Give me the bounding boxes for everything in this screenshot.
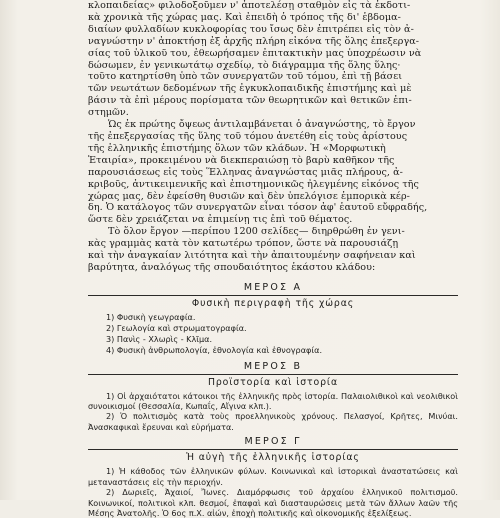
part-a-list [88,312,458,357]
text-line: τοῦτο κατηρτίσθη ὑπὸ τῶν συνεργατῶν τοῦ τόμου, ἐπὶ τῇ βάσει [88,71,403,83]
text-line: Ὡς ἐκ πρώτης ὄψεως ἀντιλαμβάνεται ὁ ἀναγνώστης, τὸ ἔργον [108,119,416,131]
divider [88,374,458,375]
intro-paragraph [88,0,458,119]
text-line: βαρύτητα, ἀναλόγως τῆς σπουδαιότητος ἑκάστου κλάδου: [88,261,376,273]
text-line: τῆς ἑλληνικῆς ἐπιστήμης ὅλων τῶν κλάδων. Ἡ «Μορφωτικὴ [88,142,386,154]
text-line: ὥστε δὲν χρειάζεται να ἐπιμείνῃ τις ἐπὶ τοῦ θέματος. [88,214,353,226]
text-line: δώσωμεν, ἐν γενικωτάτῳ σχεδίῳ, τὸ διάγραμμα τῆς ὅλης ὕλης· [88,59,401,71]
divider [88,295,458,296]
contributors-paragraph [88,119,458,226]
text-line: καὶ τὴν ἀναγκαίαν λιτότητα καὶ τὴν ἀπαιτουμένην σαφήνειαν καὶ [88,250,416,262]
text-line: κλοπαιδείας» φιλοδοξοῦμεν ν' ἀποτελέσῃ σταθμὸν εἰς τὰ ἐκδοτι- [88,0,411,11]
text-line: στημῶν. [88,107,129,119]
divider [88,449,458,450]
list-item: 1) Φυσικὴ γεωγραφία. [106,311,196,322]
list-item: 1) Οἱ ἀρχαιότατοι κάτοικοι τῆς ἑλληνικῆς πρὸς ἱστορία. Παλαιολιθικοὶ καὶ νεολιθικοὶ συνοικισμοί (Θεσσαλία, Κωπαΐς, Αἴγινα κλπ.). [88,390,458,412]
part-a-section [88,282,458,357]
text-line: κὰ χρονικὰ τῆς χώρας μας. Καὶ ἐπειδὴ ὁ τρόπος τῆς δι' ἑβδομα- [88,11,401,23]
text-line: παρουσιάσεως εἰς τοὺς Ἕλληνας ἀναγνώστας μιᾶς πλήρους, ἀ- [88,166,403,178]
text-line: χώρας μας, δὲν ἐφείσθη θυσιῶν καὶ δὲν ὑπελόγισε ἐμπορικὰ κέρ- [88,190,410,202]
list-item: 2) Ὁ πολιτισμὸς κατὰ τοὺς προελληνικοὺς χρόνους. Πελασγοί, Κρῆτες, Μινύαι. Ἀνασκαφικαὶ ἔρευναι καὶ εὑρήματα. [88,411,458,432]
list-item: 2) Δωριεῖς, Ἀχαιοί, Ἴωνες. Διαμόρφωσις τοῦ ἀρχαίου ἑλληνικοῦ πολιτισμοῦ. Κοινωνικοί, πολιτικοὶ κλπ. θεσμοί, ἐπαφαὶ καὶ διασταυρώσεις μετὰ τῶν ἄλλων λαῶν τῆς Μέσης Ἀνατολῆς. Ὁ 6ος π.Χ. αἰών, ἐποχὴ πολιτικῆς καὶ οἰκονομικῆς ἐξελίξεως. [88,487,458,518]
text-line: κριβοῦς, ἀντικειμενικῆς καὶ ἐπιστημονικῶς ἠλεγμένης εἰκόνος τῆς [88,178,419,190]
text-line: δη. Ὁ κατάλογος τῶν συνεργατῶν εἶναι τόσον ἀφ' ἑαυτοῦ εὔφραδής, [88,202,428,214]
text-line: τῆς ἐπεξεργασίας τῆς ὕλης τοῦ τόμου ἀνετέθη εἰς τοὺς ἀρίστους [88,130,408,142]
text-line: βάσιν τὰ ἐπὶ μέρους πορίσματα τῶν θεωρητικῶν καὶ θετικῶν ἐπι- [88,95,412,107]
text-line: ναγνώστην ν' ἀποκτήσῃ ἐξ ἀρχῆς πλήρη εἰκόνα τῆς ὅλης ἐπεξεργα- [88,35,420,47]
text-line: κὰς γραμμὰς κατὰ τὸν κατωτέρω τρόπον, ὥστε νὰ παρουσιάζῃ [88,238,399,250]
part-b-section [88,361,458,433]
structure-paragraph [88,226,458,274]
text-line: διαίων φυλλαδίων κυκλοφορίας του ἴσως δὲν ἐπιτρέπει εἰς τὸν ἀ- [88,23,414,35]
list-item: 3) Πανὶς - Χλωρὶς - Κλῖμα. [106,334,213,345]
part-b-title: ΜΕΡΟΣ Β [243,360,303,372]
part-a-title: ΜΕΡΟΣ Α [243,281,303,293]
text-line: Τὸ ὅλον ἔργον —περίπου 1200 σελίδες— διηρθρώθη ἐν γενι- [108,226,405,238]
text-column [88,0,458,518]
text-line: τῶν νεωτάτων δεδομένων τῆς ἐγκυκλοπαιδικῆς ἐπιστήμης καὶ μὲ [88,83,412,95]
part-c-section [88,436,458,518]
text-line: σίας τοῦ ὑλικοῦ του, ἐθεωρήσαμεν ἐπιτακτικὴν μας ὑποχρέωσιν νὰ [88,47,422,59]
spacer [88,274,458,282]
list-item: 4) Φυσικὴ ἀνθρωπολογία, ἐθνολογία καὶ ἐθνογραφία. [106,345,323,356]
part-a-subtitle: Φυσικὴ περιγραφὴ τῆς χώρας [191,297,355,309]
part-c-subtitle: Ἡ αὐγὴ τῆς ἑλληνικῆς ἱστορίας [186,452,360,464]
part-b-subtitle: Προϊστορία καὶ ἱστορία [207,376,339,388]
text-line: Ἑταιρία», προκειμένου νὰ διεκπεραιώσῃ τὸ βαρὺ καθῆκον τῆς [88,154,395,166]
list-item: 1) Ἡ κάθοδος τῶν ἑλληνικῶν φύλων. Κοινωνικαὶ καὶ ἱστορικαὶ ἀναστατώσεις καὶ μεταναστάσεις εἰς τὴν περιοχήν. [88,466,458,487]
part-c-title: ΜΕΡΟΣ Γ [244,436,302,448]
list-item: 2) Γεωλογία καὶ στρωματογραφία. [106,323,247,334]
